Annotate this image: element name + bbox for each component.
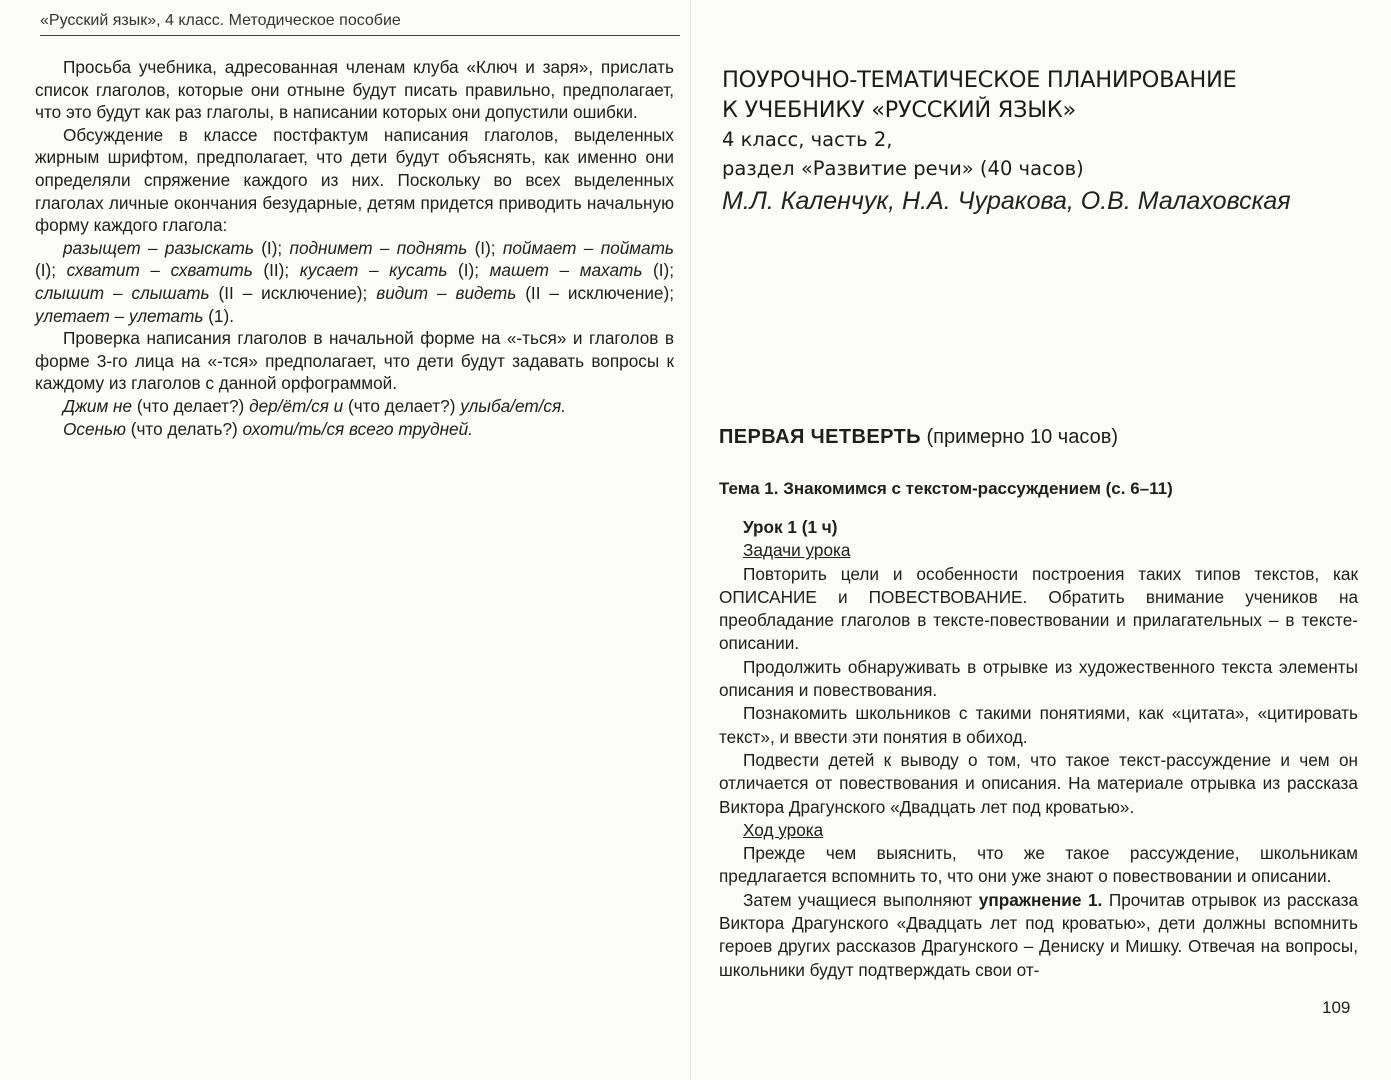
page-title: ПОУРОЧНО-ТЕМАТИЧЕСКОЕ ПЛАНИРОВАНИЕ: [722, 67, 1237, 93]
paragraph: Затем учащиеся выполняют упражнение 1. Прочитав отрывок из рассказа Виктора Драгунского «Двадцать лет под кроватью», дети должны вспомнить героев других рассказов Драгунского – Дениску и Мишку. Отвечая на вопросы, школьники будут подтверждать свои от-: [719, 889, 1359, 980]
paragraph: Обсуждение в классе постфактум написания глаголов, выделенных жирным шрифтом, предполагает, что дети будут объяснять, как именно они определяли спряжение каждого из них. Поскольку во всех выделенных глаголах личные окончания безударные, детям придется приводить начальную форму каждого глагола:: [35, 124, 674, 236]
paragraph: Познакомить школьников с такими понятиями, как «цитата», «цитировать текст», и ввести эти понятия в обиход.: [719, 703, 1358, 747]
left-page: [0, 0, 691, 1080]
paragraph: Проверка написания глаголов в начальной форме на «-ться» и глаголов в форме 3-го лица на «-тся» предполагает, что дети будут задавать вопросы к каждому из глаголов с данной орфограммой.: [35, 328, 674, 394]
page-title-line2: К УЧЕБНИКУ «РУССКИЙ ЯЗЫК»: [722, 97, 1076, 123]
left-page-text: [35, 56, 674, 440]
topic-heading: Тема 1. Знакомимся с текстом-рассуждением (с. 6–11): [719, 479, 1173, 498]
paragraph: Прежде чем выяснить, что же такое рассуждение, школьникам предлагается вспомнить то, что они уже знают о повествовании и описании.: [719, 843, 1358, 887]
quarter-heading: ПЕРВАЯ ЧЕТВЕРТЬ (примерно 10 часов): [719, 426, 1118, 448]
planning-title-block: [722, 65, 1291, 217]
verb-examples: разыщет – разыскать (I); поднимет – поднять (I); поймает – поймать (I); схватит – схватить (II); кусает – кусать (I); машет – махать (I); слышит – слышать (II – исключение); видит – видеть (II – исключение); улетает – улетать (1).: [35, 237, 674, 326]
section-line: раздел «Развитие речи» (40 часов): [722, 157, 1084, 180]
running-head: «Русский язык», 4 класс. Методическое пособие: [40, 12, 680, 36]
paragraph: Повторить цели и особенности построения таких типов текстов, как ОПИСАНИЕ и ПОВЕСТВОВАНИЕ. Обратить внимание учеников на преобладание глаголов в тексте-повествовании и прилагательных – в тексте-описании.: [719, 563, 1358, 654]
tasks-heading: Задачи урока: [743, 540, 851, 561]
authors: М.Л. Каленчук, Н.А. Чуракова, О.В. Малаховская: [722, 187, 1291, 215]
example-sentence: Джим не (что делает?) дер/ёт/ся и (что делает?) улыба/ет/ся.: [63, 395, 566, 416]
paragraph: Подвести детей к выводу о том, что такое текст-рассуждение и чем он отличается от повествования и описания. На материале отрывка из рассказа Виктора Драгунского «Двадцать лет под кроватью».: [719, 749, 1358, 817]
paragraph: Продолжить обнаруживать в отрывке из художественного текста элементы описания и повествования.: [719, 656, 1358, 701]
right-page-text: [719, 516, 1358, 982]
page-number: 109: [1322, 998, 1351, 1017]
example-sentence: Осенью (что делать?) охоти/ть/ся всего трудней.: [63, 418, 473, 439]
course-heading: Ход урока: [743, 819, 824, 840]
lesson-heading: Урок 1 (1 ч): [743, 517, 838, 537]
grade-line: 4 класс, часть 2,: [722, 128, 893, 151]
paragraph: Просьба учебника, адресованная членам клуба «Ключ и заря», прислать список глаголов, которые они отныне будут писать правильно, предполагает, что это будут как раз глаголы, в написании которых они допустили ошибки.: [35, 57, 674, 123]
